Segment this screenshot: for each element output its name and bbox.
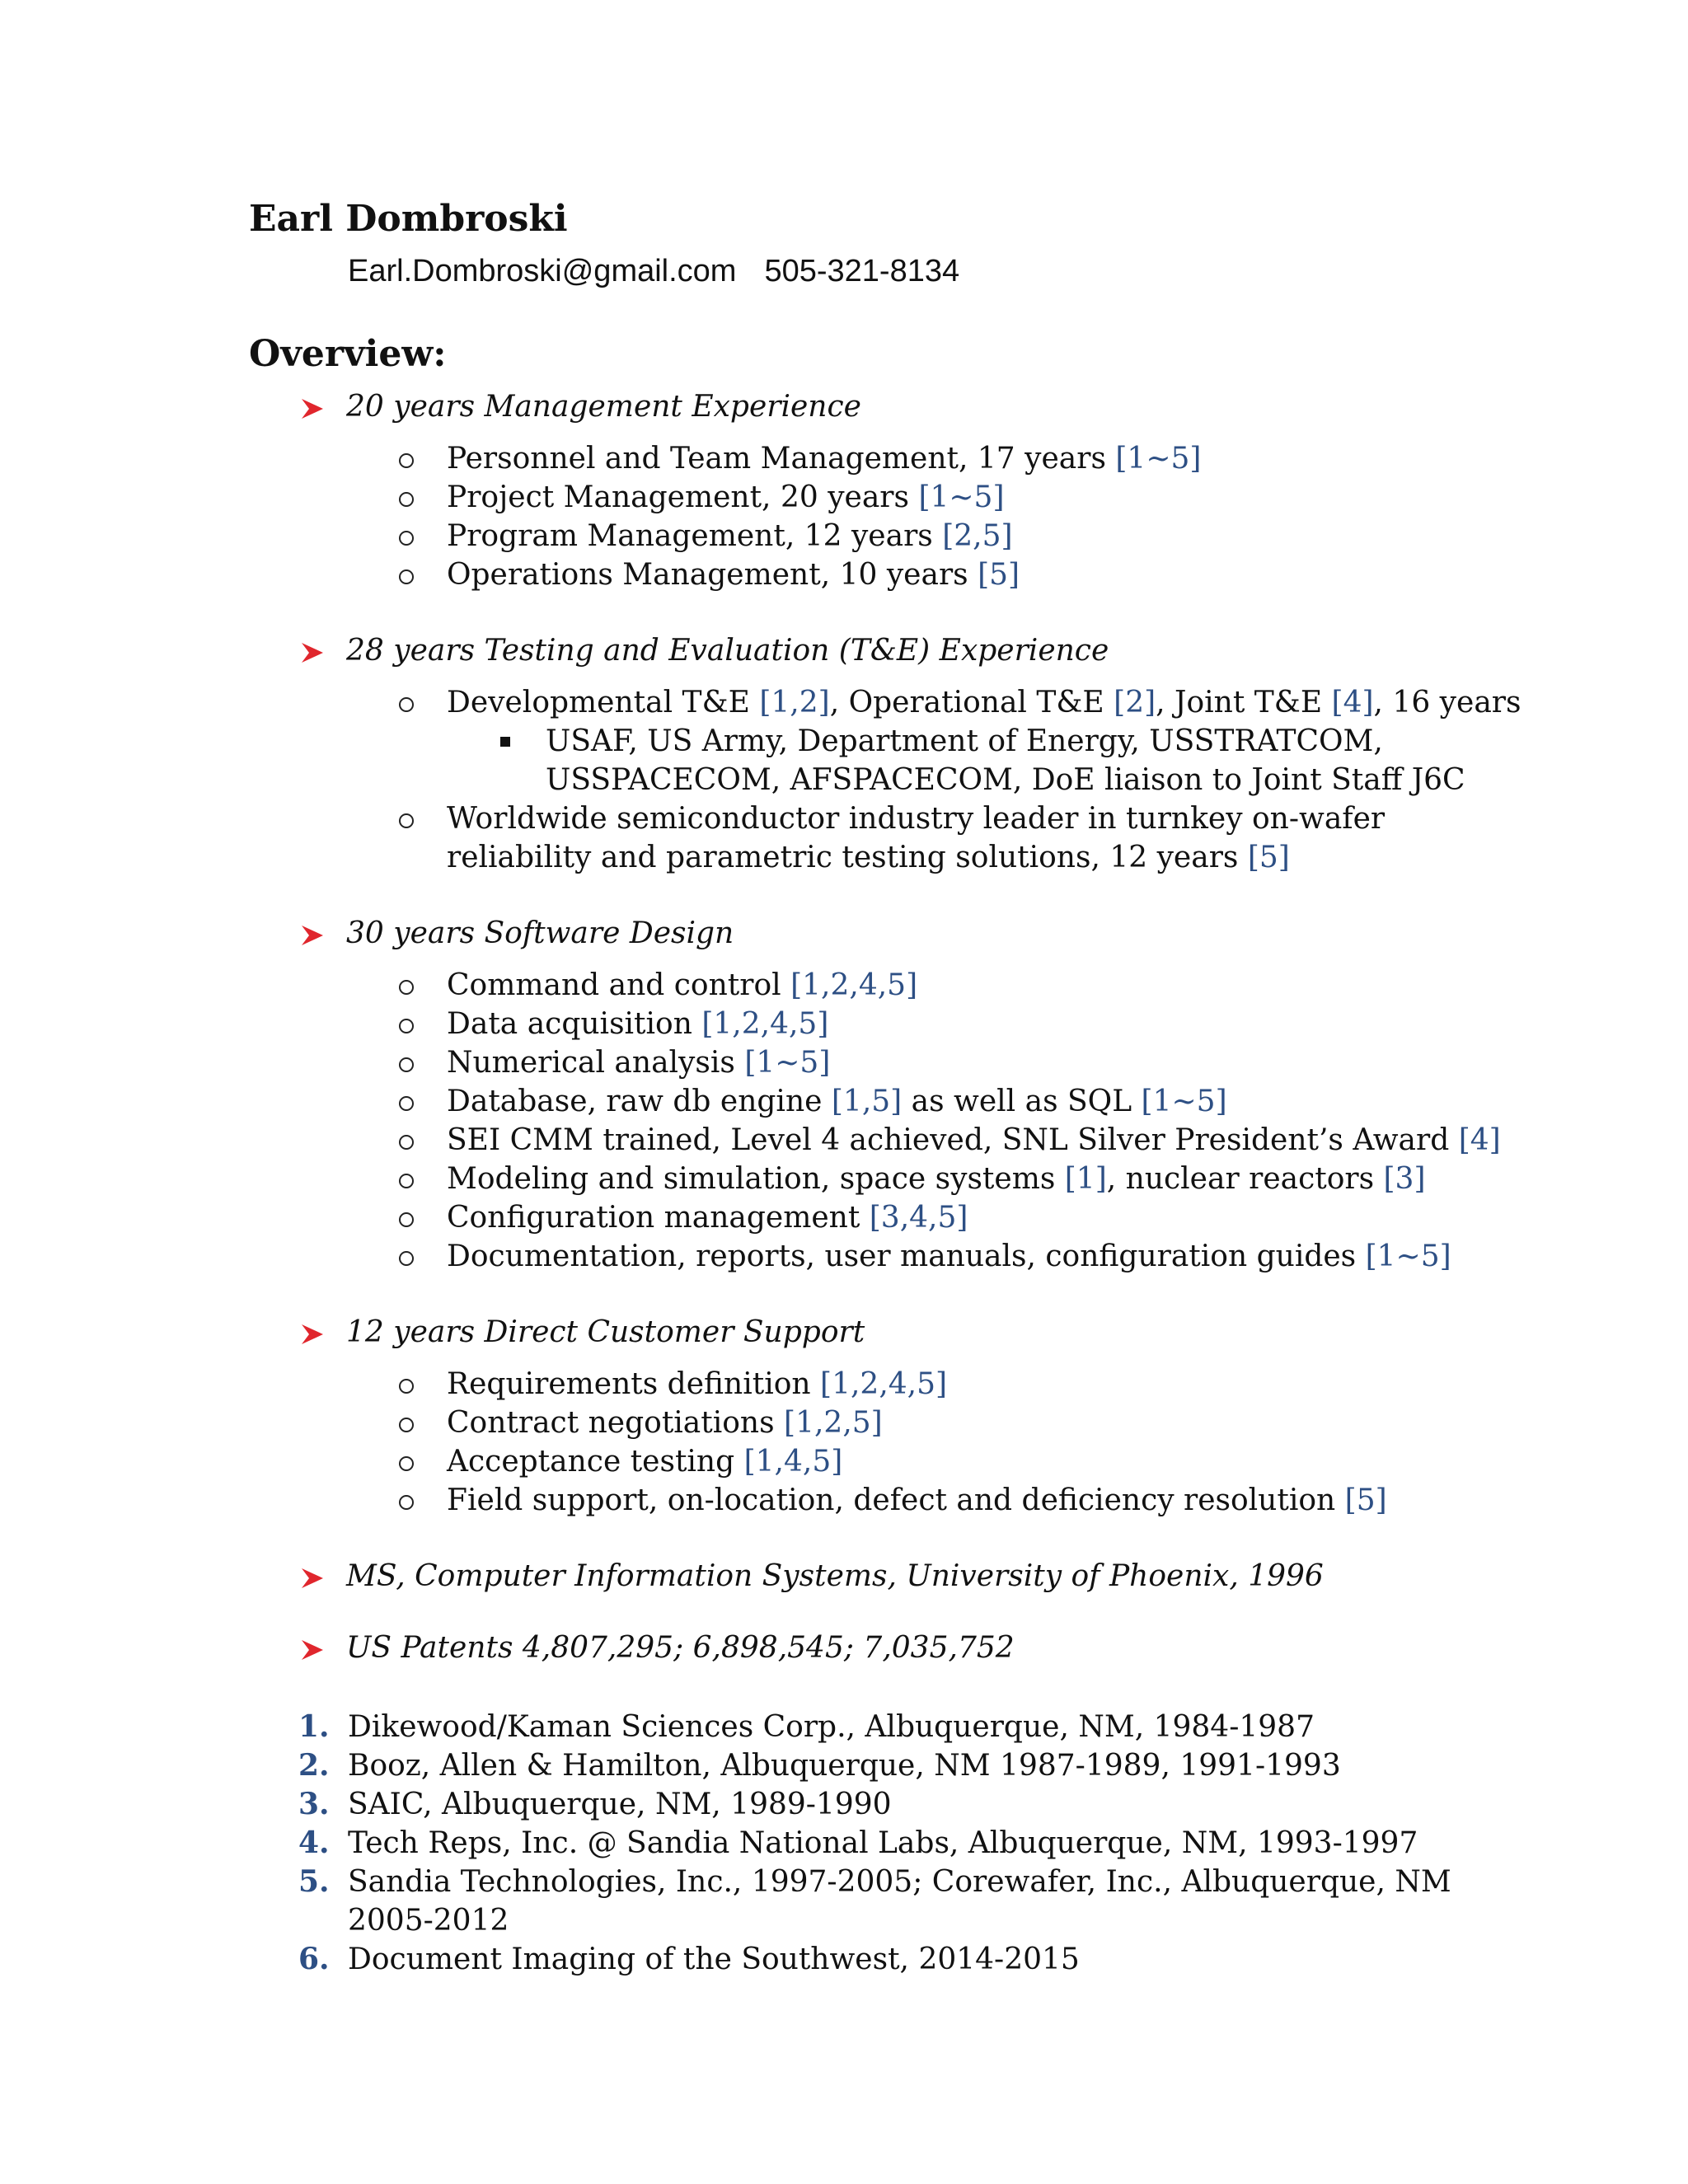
arrowhead-bullet-icon	[300, 1322, 325, 1347]
section-heading-education: MS, Computer Information Systems, University of Phoenix, 1996	[346, 1559, 1324, 1593]
employer-item-continued: 2005-2012	[348, 1904, 509, 1938]
list-item: Program Management, 12 years [2,5]	[447, 519, 1013, 553]
circle-bullet-icon	[399, 697, 414, 712]
list-item: Contract negotiations [1,2,5]	[447, 1406, 883, 1440]
circle-bullet-icon	[399, 1418, 414, 1432]
list-item: Requirements definition [1,2,4,5]	[447, 1367, 948, 1401]
circle-bullet-icon	[399, 569, 414, 584]
employer-item: Sandia Technologies, Inc., 1997-2005; Corewafer, Inc., Albuquerque, NM	[348, 1865, 1451, 1899]
phone-number: 505-321-8134	[764, 254, 960, 288]
circle-bullet-icon	[399, 1096, 414, 1111]
arrowhead-bullet-icon	[300, 1566, 325, 1591]
section-heading-customer-support: 12 years Direct Customer Support	[346, 1315, 865, 1349]
list-item: Operations Management, 10 years [5]	[447, 558, 1020, 592]
section-heading-software: 30 years Software Design	[346, 916, 734, 950]
section-heading-patents: US Patents 4,807,295; 6,898,545; 7,035,752	[346, 1631, 1015, 1665]
employer-item: Document Imaging of the Southwest, 2014-2015	[348, 1943, 1080, 1976]
circle-bullet-icon	[399, 1212, 414, 1227]
section-heading-testing: 28 years Testing and Evaluation (T&E) Experience	[346, 634, 1109, 668]
list-item: Worldwide semiconductor industry leader in turnkey on-wafer	[447, 802, 1386, 836]
list-number: 5.	[298, 1864, 330, 1899]
candidate-name: Earl Dombroski	[249, 198, 568, 240]
circle-bullet-icon	[399, 453, 414, 468]
list-item: Numerical analysis [1~5]	[447, 1046, 831, 1080]
list-number: 2.	[298, 1748, 330, 1783]
list-item: SEI CMM trained, Level 4 achieved, SNL Silver President’s Award [4]	[447, 1123, 1501, 1157]
circle-bullet-icon	[399, 813, 414, 828]
list-item: Data acquisition [1,2,4,5]	[447, 1007, 829, 1041]
circle-bullet-icon	[399, 492, 414, 507]
list-item: Database, raw db engine [1,5] as well as SQL [1~5]	[447, 1085, 1227, 1118]
arrowhead-bullet-icon	[300, 1638, 325, 1662]
list-item: Developmental T&E [1,2], Operational T&E [2], Joint T&E [4], 16 years	[447, 686, 1522, 719]
section-heading-management: 20 years Management Experience	[346, 390, 861, 424]
list-item: Documentation, reports, user manuals, configuration guides [1~5]	[447, 1240, 1451, 1273]
list-item: Configuration management [3,4,5]	[447, 1201, 968, 1235]
circle-bullet-icon	[399, 1379, 414, 1394]
circle-bullet-icon	[399, 1495, 414, 1510]
sub-list-item-continued: USSPACECOM, AFSPACECOM, DoE liaison to Joint Staff J6C	[546, 763, 1465, 797]
employer-item: SAIC, Albuquerque, NM, 1989-1990	[348, 1788, 892, 1821]
list-number: 4.	[298, 1825, 330, 1860]
sub-list-item: USAF, US Army, Department of Energy, USSTRATCOM,	[546, 724, 1383, 758]
overview-heading: Overview:	[249, 333, 447, 375]
employer-item: Dikewood/Kaman Sciences Corp., Albuquerque, NM, 1984-1987	[348, 1710, 1315, 1744]
circle-bullet-icon	[399, 1251, 414, 1266]
list-number: 3.	[298, 1787, 330, 1821]
arrowhead-bullet-icon	[300, 396, 325, 421]
arrowhead-bullet-icon	[300, 923, 325, 948]
list-item: Field support, on-location, defect and deficiency resolution [5]	[447, 1483, 1387, 1517]
email-link[interactable]: Earl.Dombroski@gmail.com	[348, 254, 737, 288]
list-item: Personnel and Team Management, 17 years [1~5]	[447, 442, 1202, 476]
employer-item: Booz, Allen & Hamilton, Albuquerque, NM 1987-1989, 1991-1993	[348, 1749, 1341, 1783]
employer-item: Tech Reps, Inc. @ Sandia National Labs, Albuquerque, NM, 1993-1997	[348, 1826, 1418, 1860]
list-item: Project Management, 20 years [1~5]	[447, 480, 1005, 514]
circle-bullet-icon	[399, 1174, 414, 1188]
list-item-continued: reliability and parametric testing solutions, 12 years [5]	[447, 841, 1290, 874]
circle-bullet-icon	[399, 1019, 414, 1033]
circle-bullet-icon	[399, 1135, 414, 1150]
square-bullet-icon	[500, 737, 510, 747]
arrowhead-bullet-icon	[300, 640, 325, 665]
list-item: Modeling and simulation, space systems [1], nuclear reactors [3]	[447, 1162, 1426, 1196]
circle-bullet-icon	[399, 1057, 414, 1072]
contact-line	[348, 254, 959, 289]
list-number: 6.	[298, 1942, 330, 1976]
circle-bullet-icon	[399, 1456, 414, 1471]
circle-bullet-icon	[399, 531, 414, 546]
list-item: Command and control [1,2,4,5]	[447, 968, 918, 1002]
list-item: Acceptance testing [1,4,5]	[447, 1445, 843, 1479]
circle-bullet-icon	[399, 980, 414, 995]
list-number: 1.	[298, 1709, 330, 1744]
